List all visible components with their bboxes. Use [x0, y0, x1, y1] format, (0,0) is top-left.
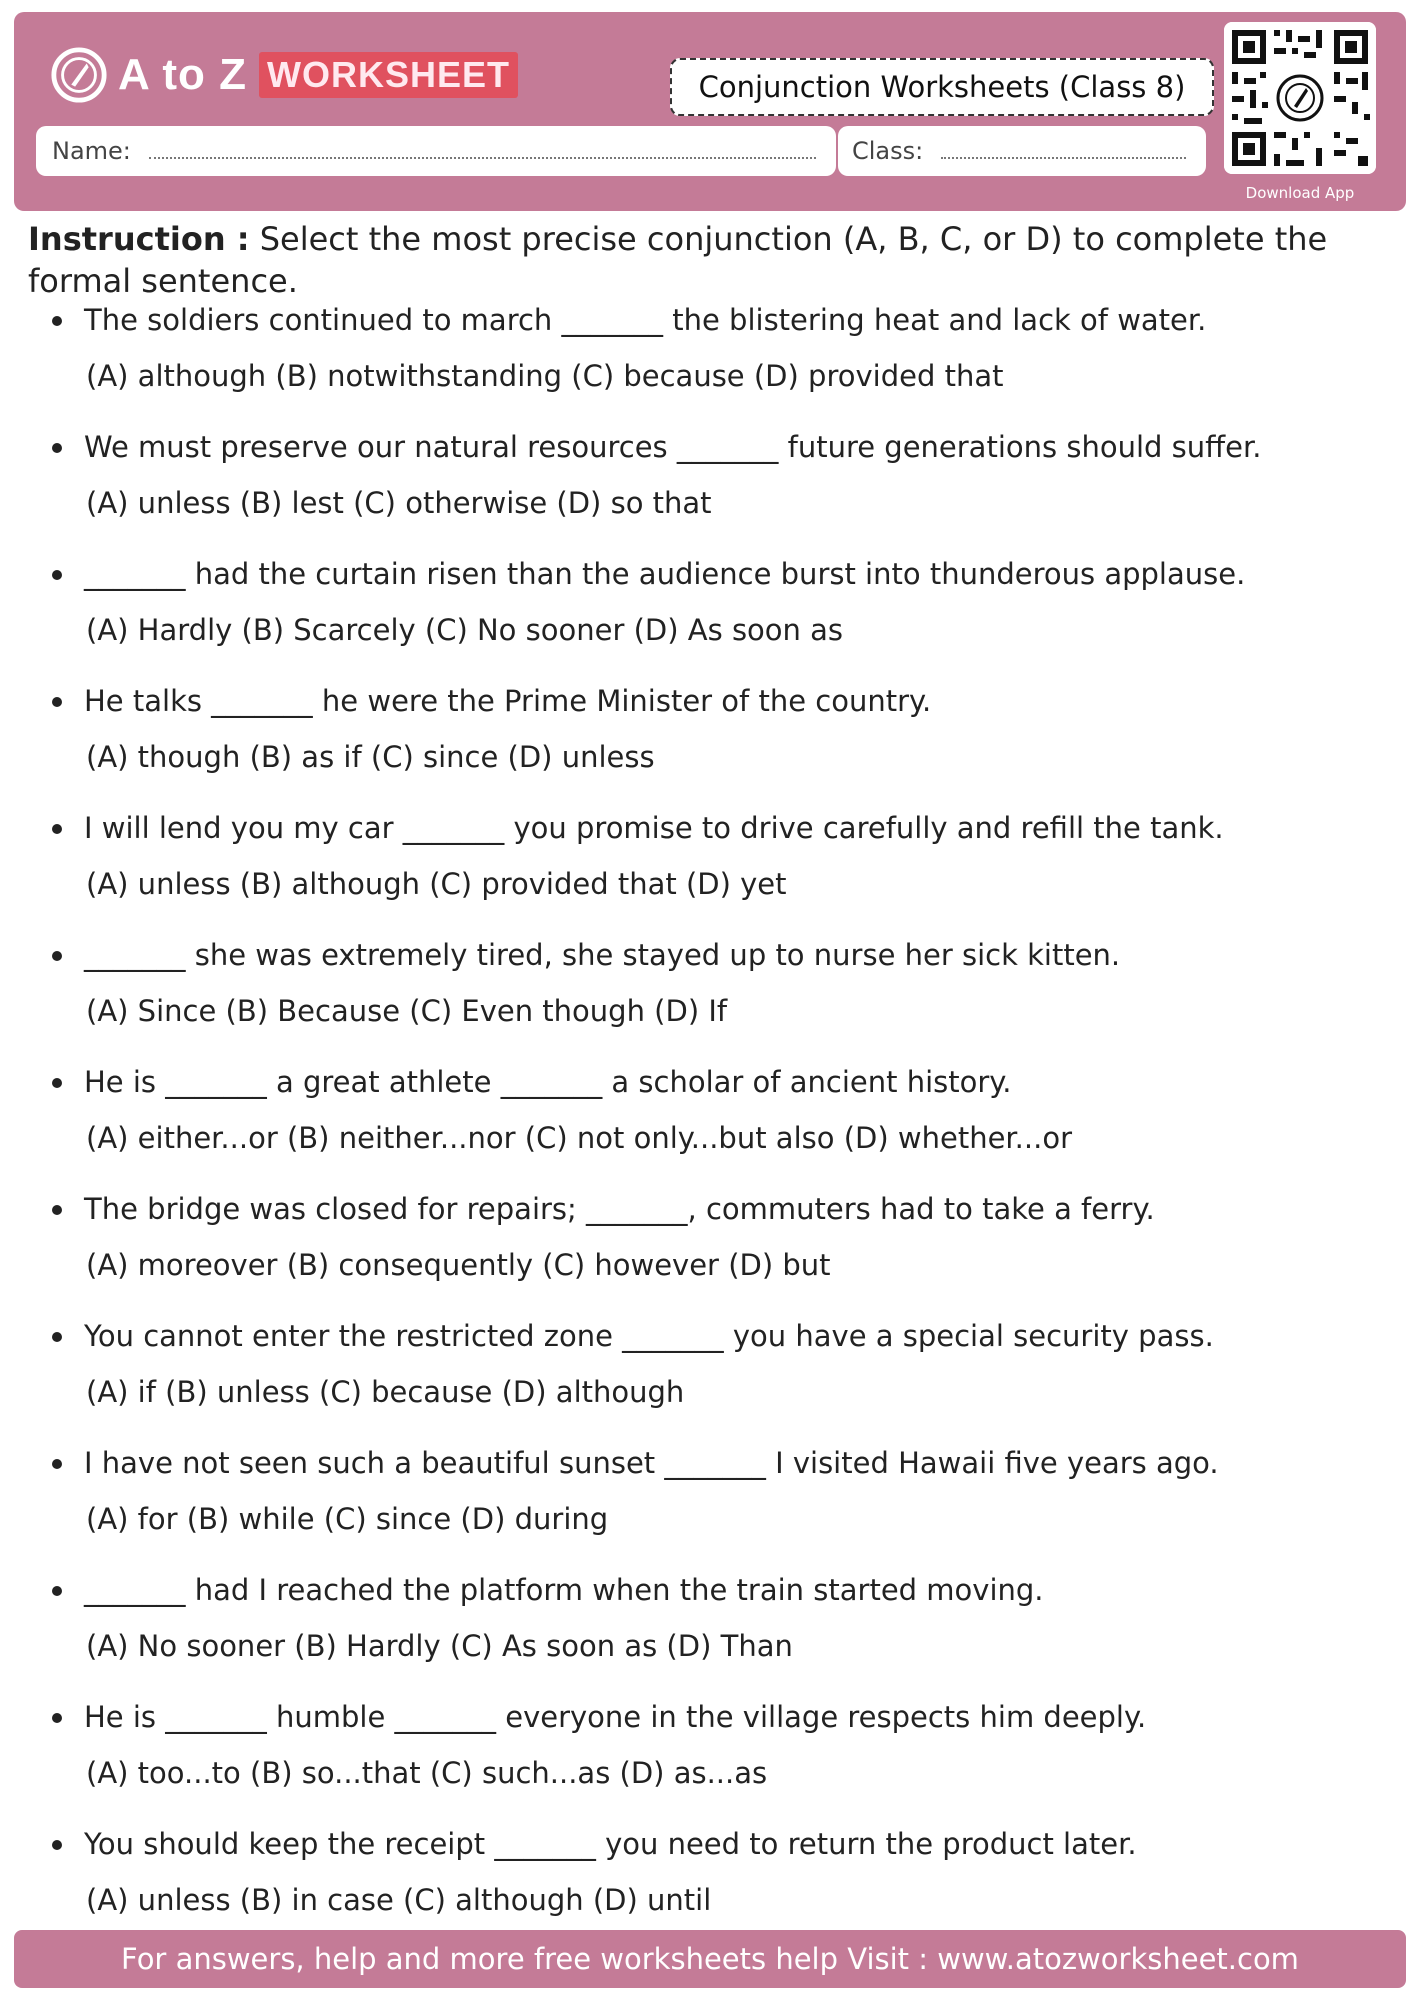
download-app-label[interactable]: Download App: [1245, 184, 1355, 202]
bullet: [52, 1713, 62, 1723]
logo-icon: [50, 46, 108, 104]
name-field[interactable]: [36, 126, 836, 176]
bullet: [52, 1459, 62, 1469]
class-field[interactable]: [838, 126, 1206, 176]
question-sentence: _______ she was extremely tired, she stayed up to nurse her sick kitten.: [84, 938, 1121, 972]
bullet: [52, 1205, 62, 1215]
qr-code-icon[interactable]: [1224, 22, 1376, 174]
question-sentence: _______ had I reached the platform when the train started moving.: [84, 1573, 1044, 1607]
question-options: (A) unless (B) in case (C) although (D) until: [86, 1883, 712, 1917]
name-line: [149, 157, 816, 159]
instruction: [28, 218, 1378, 302]
instruction-text: Select the most precise conjunction (A, B, C, or D) to complete the formal sentence.: [28, 220, 1328, 300]
bullet: [52, 697, 62, 707]
bullet: [52, 316, 62, 326]
question-sentence: The bridge was closed for repairs; _______, commuters had to take a ferry.: [84, 1192, 1155, 1226]
question-options: (A) either...or (B) neither...nor (C) not only...but also (D) whether...or: [86, 1121, 1072, 1155]
worksheet-title: Conjunction Worksheets (Class 8): [670, 58, 1214, 116]
question-sentence: We must preserve our natural resources _______ future generations should suffer.: [84, 430, 1262, 464]
question-options: (A) though (B) as if (C) since (D) unless: [86, 740, 655, 774]
question-options: (A) too...to (B) so...that (C) such...as (D) as...as: [86, 1756, 768, 1790]
bullet: [52, 1840, 62, 1850]
footer-banner[interactable]: [14, 1930, 1406, 1988]
bullet: [52, 443, 62, 453]
question-sentence: He talks _______ he were the Prime Minister of the country.: [84, 684, 932, 718]
footer-text[interactable]: For answers, help and more free worksheets help Visit : www.atozworksheet.com: [121, 1942, 1299, 1976]
question-options: (A) if (B) unless (C) because (D) although: [86, 1375, 685, 1409]
question-sentence: _______ had the curtain risen than the audience burst into thunderous applause.: [84, 557, 1246, 591]
question-options: (A) moreover (B) consequently (C) however (D) but: [86, 1248, 831, 1282]
question-options: (A) Since (B) Because (C) Even though (D) If: [86, 994, 728, 1028]
question-options: (A) Hardly (B) Scarcely (C) No sooner (D) As soon as: [86, 613, 844, 647]
logo-badge: WORKSHEET: [259, 52, 518, 98]
logo-text: A to Z: [118, 50, 247, 99]
question-options: (A) unless (B) lest (C) otherwise (D) so that: [86, 486, 712, 520]
header-band: [14, 12, 1406, 211]
question-sentence: I have not seen such a beautiful sunset _______ I visited Hawaii five years ago.: [84, 1446, 1219, 1480]
question-sentence: I will lend you my car _______ you promise to drive carefully and refill the tank.: [84, 811, 1224, 845]
bullet: [52, 1586, 62, 1596]
class-line: [941, 157, 1186, 159]
class-label: Class:: [852, 137, 924, 165]
question-options: (A) for (B) while (C) since (D) during: [86, 1502, 609, 1536]
question-sentence: The soldiers continued to march _______ the blistering heat and lack of water.: [84, 303, 1207, 337]
question-options: (A) unless (B) although (C) provided that (D) yet: [86, 867, 787, 901]
question-sentence: He is _______ humble _______ everyone in the village respects him deeply.: [84, 1700, 1147, 1734]
question-sentence: He is _______ a great athlete _______ a scholar of ancient history.: [84, 1065, 1012, 1099]
bullet: [52, 1078, 62, 1088]
bullet: [52, 951, 62, 961]
bullet: [52, 824, 62, 834]
question-sentence: You should keep the receipt _______ you need to return the product later.: [84, 1827, 1137, 1861]
question-options: (A) although (B) notwithstanding (C) because (D) provided that: [86, 359, 1004, 393]
instruction-label: Instruction :: [28, 220, 250, 258]
name-label: Name:: [52, 137, 131, 165]
question-sentence: You cannot enter the restricted zone _______ you have a special security pass.: [84, 1319, 1214, 1353]
bullet: [52, 570, 62, 580]
question-options: (A) No sooner (B) Hardly (C) As soon as (D) Than: [86, 1629, 793, 1663]
brand-logo: [50, 44, 518, 106]
bullet: [52, 1332, 62, 1342]
